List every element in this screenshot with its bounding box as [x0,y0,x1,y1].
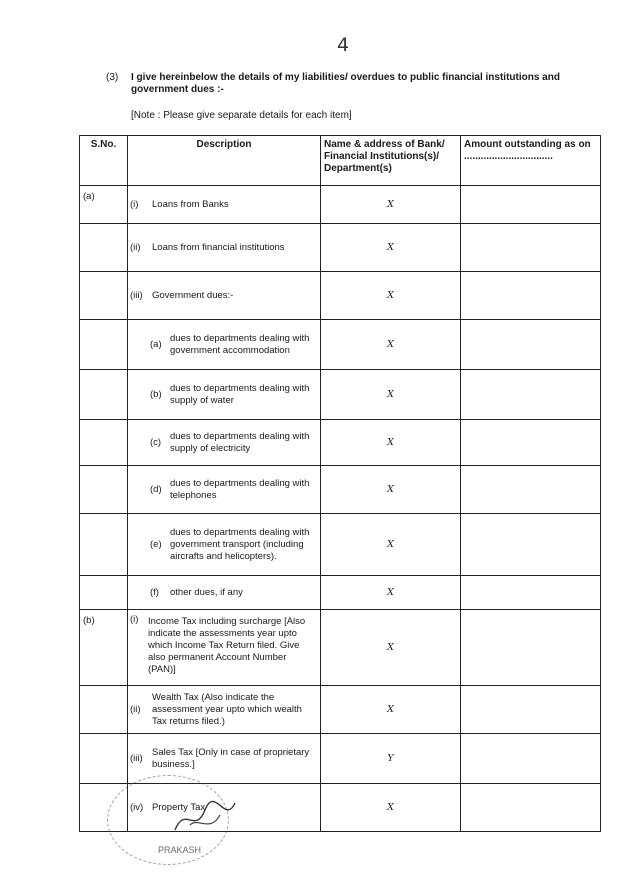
item-text: Loans from financial institutions [152,241,285,253]
description-cell [128,686,321,734]
cross-mark: X [321,784,461,832]
sno-cell: (b) [80,610,128,686]
description-cell [128,610,321,686]
header-amount: Amount outstanding as on ................................ [461,136,601,186]
item-text: Loans from Banks [152,198,229,210]
cross-mark: X [321,320,461,370]
table-row [80,610,601,686]
amount-cell[interactable] [461,784,601,832]
item-numeral: (iii) [130,289,143,301]
table-row [80,224,601,272]
item-numeral: (iv) [130,801,144,813]
cross-mark: X [321,186,461,224]
item-text: Government dues:- [152,289,234,301]
amount-cell[interactable] [461,514,601,576]
stamp-text: PRAKASH [158,845,202,855]
table-row [80,466,601,514]
sno-cell [80,514,128,576]
item-numeral: (ii) [130,703,141,715]
item-numeral: (iii) [130,752,143,764]
header-description: Description [128,136,321,186]
sub-item-text: dues to departments dealing with supply of water [170,382,310,406]
sub-item-letter: (f) [150,586,159,598]
header-sno: S.No. [80,136,128,186]
sub-item-letter: (b) [150,388,162,400]
liabilities-table [79,135,601,832]
cross-mark: X [321,514,461,576]
table-row [80,370,601,420]
amount-cell[interactable] [461,224,601,272]
sno-cell [80,466,128,514]
sub-item-letter: (e) [150,538,162,550]
table-row [80,576,601,610]
cross-mark: X [321,610,461,686]
header-name-address: Name & address of Bank/ Financial Institutions(s)/ Department(s) [321,136,461,186]
amount-cell[interactable] [461,420,601,466]
description-cell [128,514,321,576]
table-row [80,186,601,224]
description-cell [128,272,321,320]
sub-item-text: dues to departments dealing with telephones [170,477,310,501]
sub-item-letter: (c) [150,436,162,448]
cross-mark: X [321,686,461,734]
description-cell [128,576,321,610]
sno-cell [80,576,128,610]
amount-cell[interactable] [461,186,601,224]
item-numeral: (ii) [130,241,141,253]
note-text: [Note : Please give separate details for each item] [131,110,352,121]
sub-item-text: dues to departments dealing with government transport (including aircrafts and helicopters). [170,526,310,562]
amount-cell[interactable] [461,370,601,420]
description-cell [128,186,321,224]
sno-cell [80,734,128,784]
table-row [80,272,601,320]
item-numeral: (i) [130,614,139,625]
sno-cell [80,224,128,272]
sno-cell [80,320,128,370]
sno-cell [80,686,128,734]
cross-mark: X [321,272,461,320]
cross-mark: Y [321,734,461,784]
table-header-row [80,136,601,186]
cross-mark: X [321,576,461,610]
sno-cell [80,370,128,420]
sno-cell [80,272,128,320]
item-text: Sales Tax [Only in case of proprietary business.] [152,746,310,770]
item-text: Wealth Tax (Also indicate the assessment year upto which wealth Tax returns filed.) [152,691,302,727]
table-row [80,514,601,576]
description-cell [128,224,321,272]
item-number: (3) [106,72,119,83]
table-row [80,686,601,734]
signature-scrawl [170,795,240,840]
description-cell [128,370,321,420]
table-row [80,320,601,370]
sub-item-letter: (d) [150,483,162,495]
amount-cell[interactable] [461,610,601,686]
amount-cell[interactable] [461,272,601,320]
amount-cell[interactable] [461,734,601,784]
intro-text: I give hereinbelow the details of my liabilities/ overdues to public financial institutions and government dues :- [131,72,560,95]
cross-mark: X [321,224,461,272]
amount-cell[interactable] [461,320,601,370]
page-number: 4 [337,34,350,56]
cross-mark: X [321,466,461,514]
description-cell [128,320,321,370]
cross-mark: X [321,420,461,466]
amount-cell[interactable] [461,576,601,610]
sub-item-text: dues to departments dealing with government accommodation [170,332,310,356]
item-numeral: (i) [130,198,139,210]
cross-mark: X [321,370,461,420]
item-text: Income Tax including surcharge [Also indicate the assessments year upto which Income Tax Return filed. Give also permanent Account Number (PAN)] [148,616,306,675]
sub-item-text: dues to departments dealing with supply of electricity [170,430,310,454]
description-cell [128,420,321,466]
sno-cell: (a) [80,186,128,224]
amount-cell[interactable] [461,466,601,514]
sno-cell [80,420,128,466]
sub-item-text: other dues, if any [170,586,243,598]
sub-item-letter: (a) [150,338,162,350]
table-row [80,420,601,466]
description-cell [128,466,321,514]
item-text: Property Tax [152,801,206,813]
amount-cell[interactable] [461,686,601,734]
